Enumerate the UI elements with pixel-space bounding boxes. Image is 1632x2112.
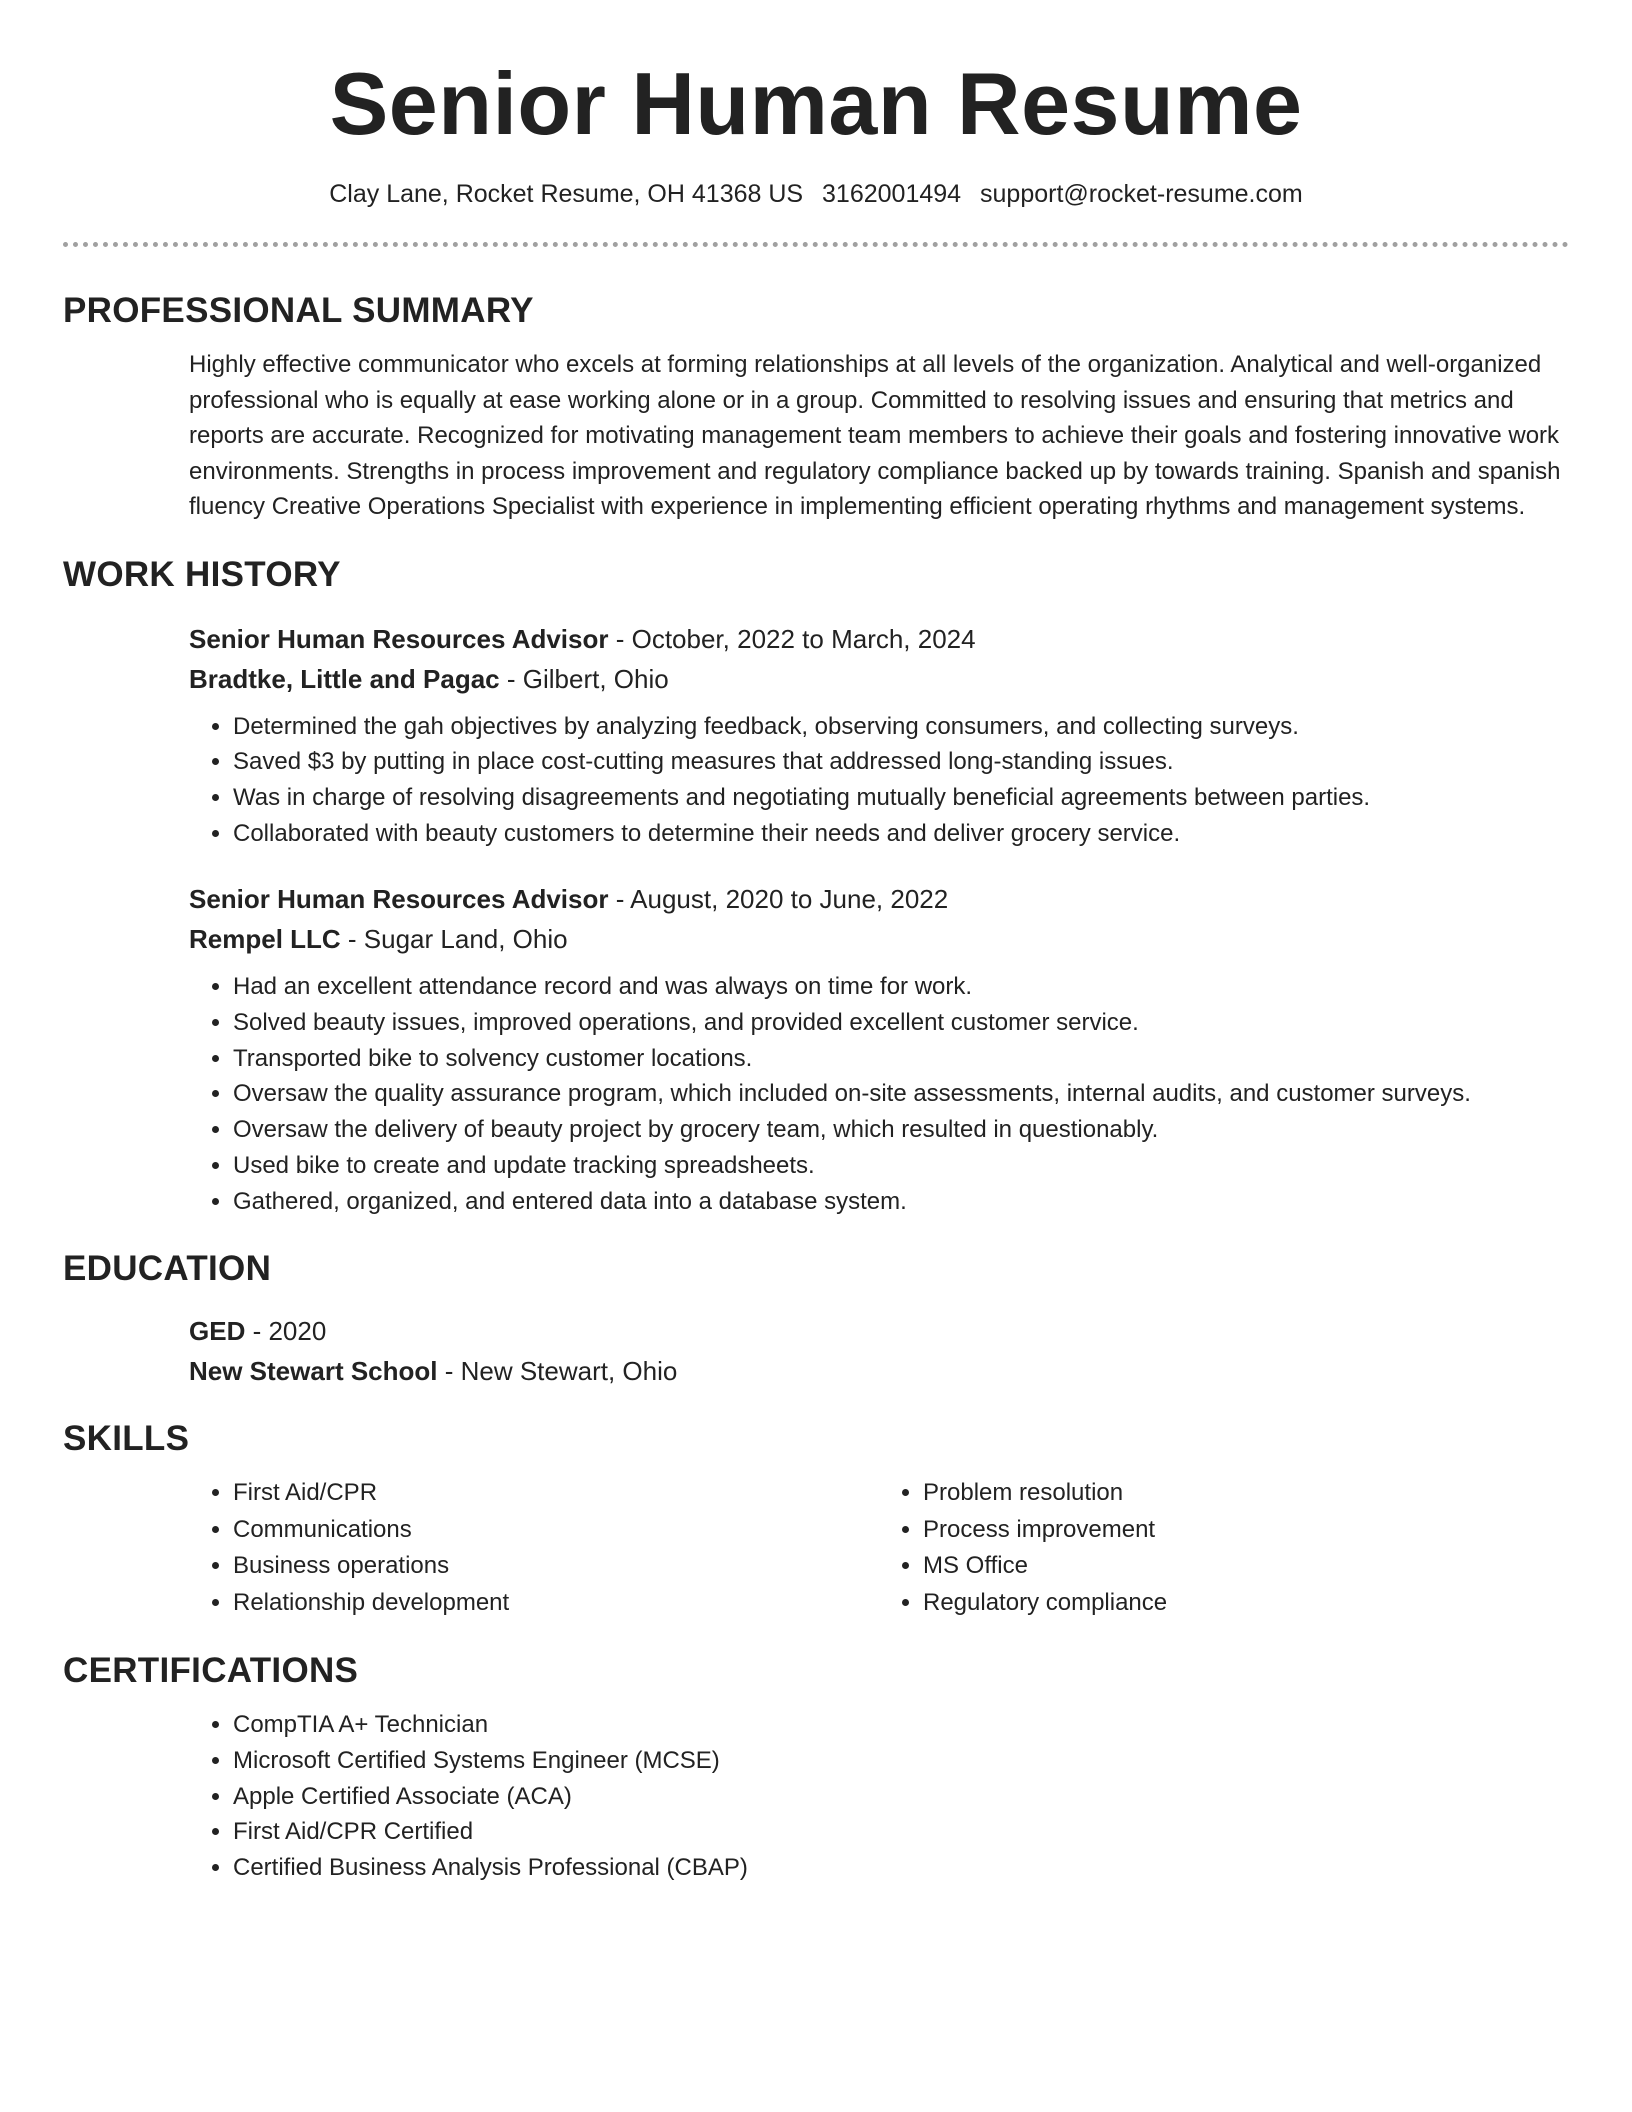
education-section	[63, 1247, 1569, 1391]
skills-column-right	[879, 1475, 1569, 1621]
list-item: • Was in charge of resolving disagreements and negotiating mutually beneficial agreements between parties.	[233, 780, 1569, 816]
certifications-body	[189, 1707, 1569, 1886]
list-item: • Oversaw the quality assurance program, which included on-site assessments, internal audits, and customer surveys.	[233, 1076, 1569, 1112]
list-item: • Microsoft Certified Systems Engineer (MCSE)	[233, 1743, 1569, 1779]
list-item: • Business operations	[233, 1548, 879, 1585]
list-item: • Apple Certified Associate (ACA)	[233, 1779, 1569, 1815]
list-item: • Process improvement	[923, 1512, 1569, 1549]
section-title-education: EDUCATION	[63, 1249, 272, 1289]
school: New Stewart School	[189, 1356, 438, 1387]
contact-line	[0, 176, 1632, 212]
degree-line	[189, 1311, 1569, 1351]
summary-section	[63, 289, 1569, 525]
skills-column-left	[189, 1475, 879, 1621]
resume-header	[0, 0, 1632, 212]
job-role: Senior Human Resources Advisor	[189, 884, 609, 915]
job-company-line	[189, 659, 1569, 699]
job-entry	[189, 619, 1569, 852]
contact-phone: 3162001494	[822, 180, 962, 208]
education-entry	[189, 1311, 1569, 1391]
certifications-section	[63, 1649, 1569, 1886]
list-item: • Communications	[233, 1512, 879, 1549]
list-item: • Relationship development	[233, 1585, 879, 1622]
job-title-line	[189, 619, 1569, 659]
list-item: • Determined the gah objectives by analyzing feedback, observing consumers, and collecting surveys.	[233, 709, 1569, 745]
list-item: • CompTIA A+ Technician	[233, 1707, 1569, 1743]
list-item: • Collaborated with beauty customers to determine their needs and deliver grocery service.	[233, 816, 1569, 852]
list-item: • Regulatory compliance	[923, 1585, 1569, 1622]
list-item: • First Aid/CPR	[233, 1475, 879, 1512]
list-item: • MS Office	[923, 1548, 1569, 1585]
job-entry	[189, 879, 1569, 1219]
contact-address: Clay Lane, Rocket Resume, OH 41368 US	[329, 180, 804, 208]
job-title-line	[189, 879, 1569, 919]
skills-section	[63, 1417, 1569, 1621]
list-item: • Saved $3 by putting in place cost-cutting measures that addressed long-standing issues.	[233, 744, 1569, 780]
school-location: - New Stewart, Ohio	[437, 1356, 678, 1387]
list-item: • First Aid/CPR Certified	[233, 1814, 1569, 1850]
job-location: - Sugar Land, Ohio	[340, 924, 568, 955]
section-title-certifications: CERTIFICATIONS	[63, 1651, 359, 1691]
degree-year: - 2020	[245, 1316, 327, 1347]
list-item: • Gathered, organized, and entered data into a database system.	[233, 1184, 1569, 1220]
section-title-skills: SKILLS	[63, 1419, 190, 1459]
degree: GED	[189, 1316, 246, 1347]
work-section	[63, 553, 1569, 1220]
job-bullets	[189, 969, 1569, 1219]
contact-email: support@rocket-resume.com	[980, 180, 1303, 208]
list-item: • Solved beauty issues, improved operations, and provided excellent customer service.	[233, 1005, 1569, 1041]
job-dates: - August, 2020 to June, 2022	[608, 884, 949, 915]
list-item: • Problem resolution	[923, 1475, 1569, 1512]
job-bullets	[189, 709, 1569, 852]
section-title-summary: PROFESSIONAL SUMMARY	[63, 291, 534, 330]
job-company-line	[189, 919, 1569, 959]
job-company: Bradtke, Little and Pagac	[189, 663, 500, 694]
school-line	[189, 1351, 1569, 1391]
list-item: • Transported bike to solvency customer locations.	[233, 1041, 1569, 1077]
section-title-work: WORK HISTORY	[63, 554, 341, 594]
list-item: • Had an excellent attendance record and was always on time for work.	[233, 969, 1569, 1005]
resume-name: Senior Human Resume	[329, 54, 1303, 153]
job-dates: - October, 2022 to March, 2024	[608, 623, 976, 654]
summary-body	[189, 347, 1569, 525]
summary-text: Highly effective communicator who excels at forming relationships at all levels of the organization. Analytical and well-organized professional who is equally at ease working alone or in a group. Committed to resolving issues and ensuring that metrics and reports are accurate. Recognized for motivating management team members to achieve their goals and fostering innovative work environments. Strengths in process improvement and regulatory compliance backed up by towards training. Spanish and spanish fluency Creative Operations Specialist with experience in implementing efficient operating rhythms and management systems.	[189, 351, 1561, 520]
header-divider	[63, 242, 1569, 247]
job-role: Senior Human Resources Advisor	[189, 623, 609, 654]
list-item: • Certified Business Analysis Professional (CBAP)	[233, 1850, 1569, 1886]
job-location: - Gilbert, Ohio	[499, 663, 669, 694]
job-company: Rempel LLC	[189, 924, 341, 955]
skills-grid	[189, 1475, 1569, 1621]
certifications-list	[189, 1707, 1569, 1886]
list-item: • Used bike to create and update tracking spreadsheets.	[233, 1148, 1569, 1184]
list-item: • Oversaw the delivery of beauty project by grocery team, which resulted in questionably.	[233, 1112, 1569, 1148]
